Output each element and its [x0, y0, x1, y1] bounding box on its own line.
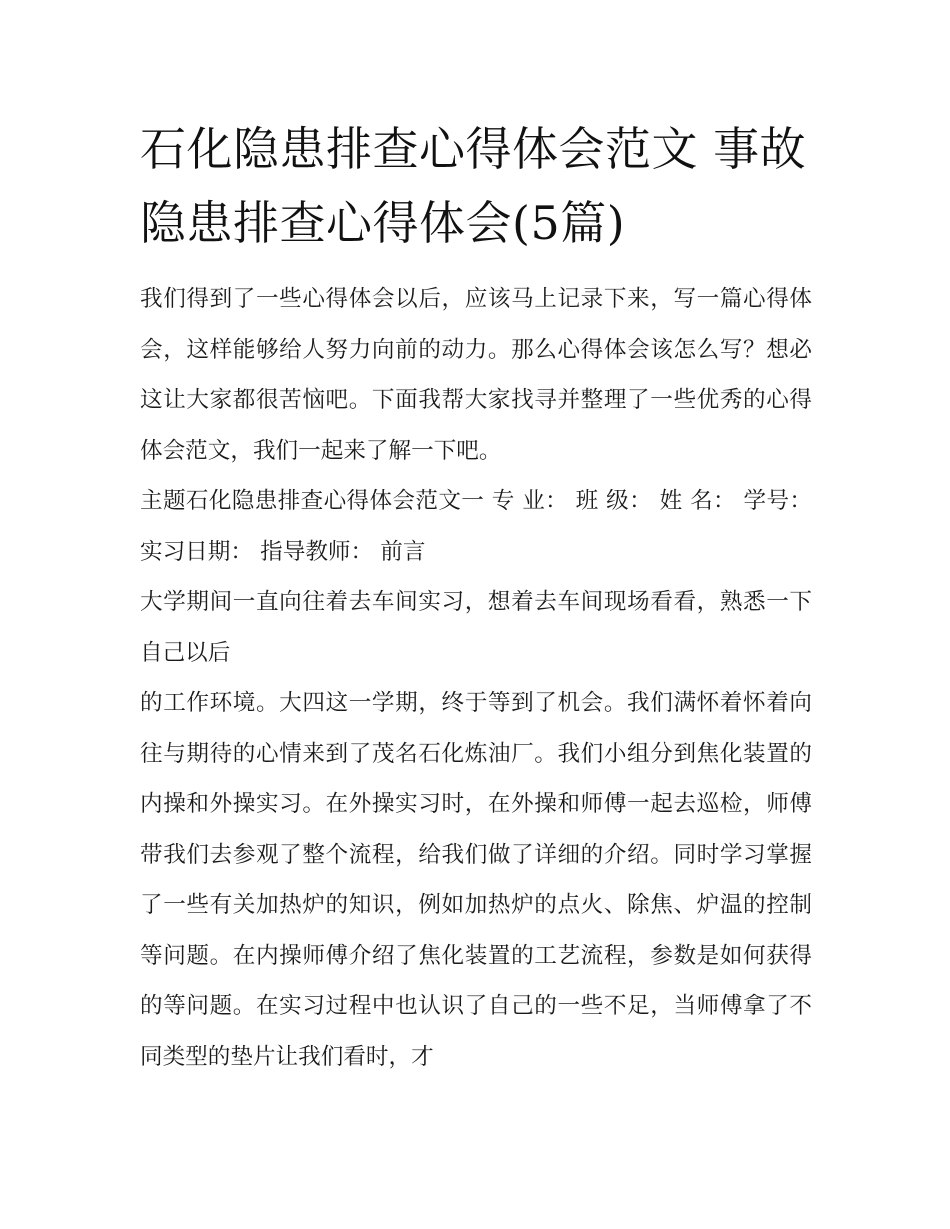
intro-paragraph: 我们得到了一些心得体会以后，应该马上记录下来，写一篇心得体会，这样能够给人努力向前的动力。那么心得体会该怎么写？想必这让大家都很苦恼吧。下面我帮大家找寻并整理了一些优秀的心得体会范文，我们一起来了解一下吧。	[140, 286, 812, 464]
document-title: 石化隐患排查心得体会范文 事故隐患排查心得体会(5篇)	[140, 122, 807, 250]
document-page	[140, 112, 812, 1082]
body-paragraph: 大学期间一直向往着去车间实习，想着去车间现场看看，熟悉一下自己以后	[140, 589, 812, 666]
body-paragraph: 的工作环境。大四这一学期，终于等到了机会。我们满怀着怀着向往与期待的心情来到了茂名石化炼油厂。我们小组分到焦化装置的内操和外操实习。在外操实习时，在外操和师傅一起去巡检，师傅带我们去参观了整个流程，给我们做了详细的介绍。同时学习掌握了一些有关加热炉的知识，例如加热炉的点火、除焦、炉温的控制等问题。在内操师傅介绍了焦化装置的工艺流程，参数是如何获得的等问题。在实习过程中也认识了自己的一些不足，当师傅拿了不同类型的垫片让我们看时，才	[140, 690, 812, 1070]
topic-info-paragraph: 主题石化隐患排查心得体会范文一 专 业： 班 级： 姓 名： 学号： 实习日期： 指导教师： 前言	[140, 488, 812, 565]
